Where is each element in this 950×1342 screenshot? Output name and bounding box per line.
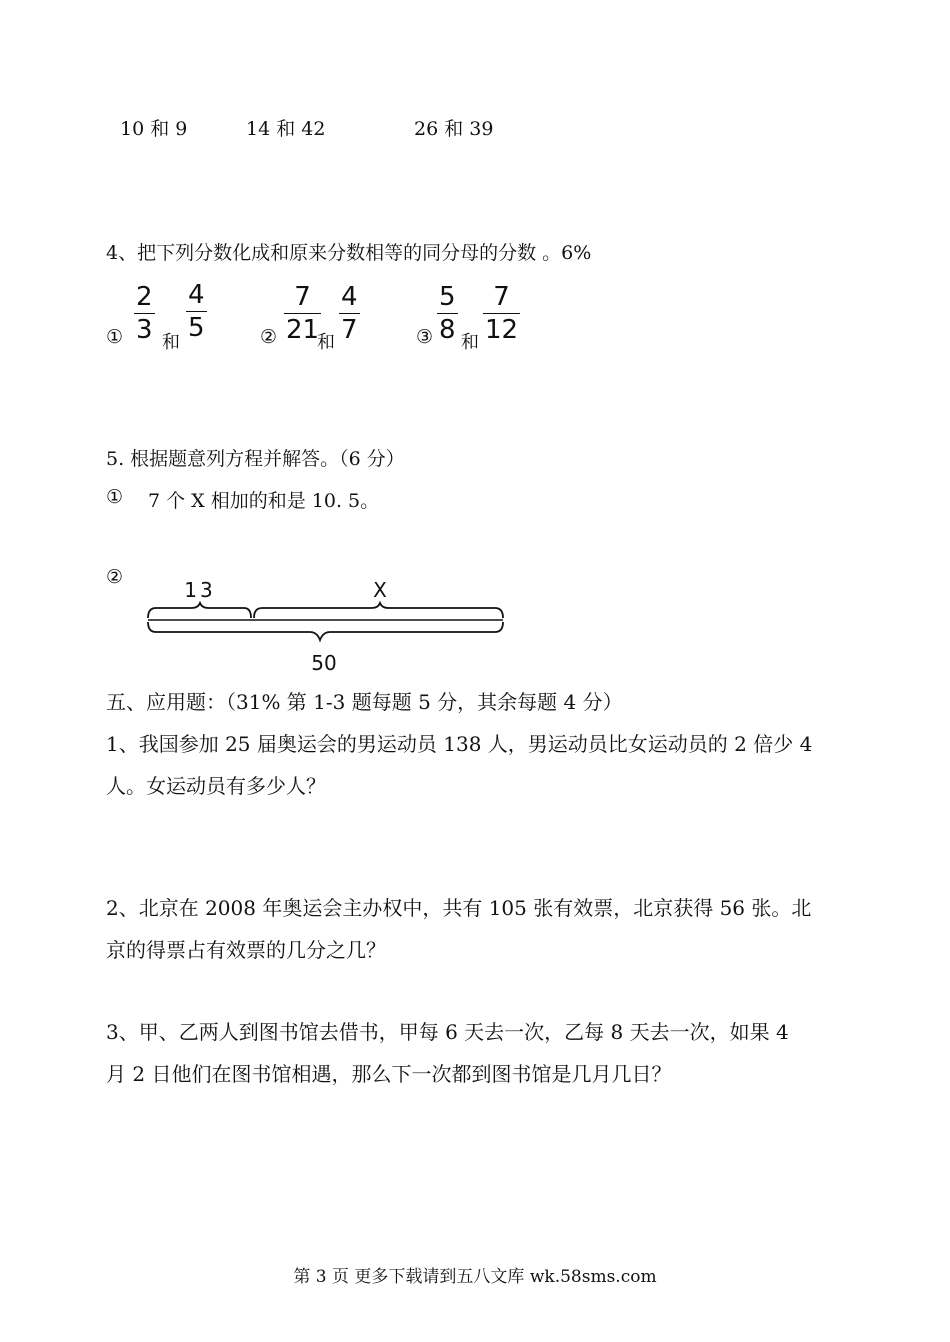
problem3-line1: 3、甲、乙两人到图书馆去借书，甲每 6 天去一次，乙每 8 天去一次，如果 4 bbox=[106, 1020, 789, 1044]
fraction-denominator: 3 bbox=[136, 315, 153, 345]
pair-1: 10 和 9 bbox=[120, 118, 188, 140]
page-footer: 第 3 页 更多下载请到五八文库 wk.58sms.com bbox=[293, 1267, 657, 1287]
brace-top-left bbox=[148, 603, 251, 618]
problem1-line1: 1、我国参加 25 届奥运会的男运动员 138 人，男运动员比女运动员的 2 倍少 4 bbox=[106, 732, 813, 756]
fraction-denominator: 12 bbox=[485, 315, 519, 345]
brace-label-right: X bbox=[373, 578, 387, 602]
fraction-bar bbox=[437, 313, 458, 314]
section5-heading: 五、应用题：（31% 第 1-3 题每题 5 分，其余每题 4 分） bbox=[106, 690, 623, 714]
fraction-denominator: 7 bbox=[341, 315, 358, 345]
problem2-line1: 2、北京在 2008 年奥运会主办权中，共有 105 张有效票，北京获得 56 张。北 bbox=[106, 896, 812, 920]
brace-label-total: 50 bbox=[311, 651, 337, 675]
q5-item1-text: 7 个 X 相加的和是 10. 5。 bbox=[148, 490, 380, 512]
fraction-bar bbox=[134, 313, 155, 314]
q4-joiner-2: 和 bbox=[317, 332, 335, 353]
q5-item1-marker: ① bbox=[106, 486, 124, 508]
q4-joiner-3: 和 bbox=[461, 332, 479, 353]
problem3-line2: 月 2 日他们在图书馆相遇，那么下一次都到图书馆是几月几日？ bbox=[106, 1062, 672, 1086]
fraction-2-3 bbox=[134, 283, 155, 344]
problem2-line2: 京的得票占有效票的几分之几？ bbox=[106, 938, 386, 962]
fraction-bar bbox=[483, 313, 520, 314]
fraction-bar bbox=[339, 313, 360, 314]
q5-item2-marker: ② bbox=[106, 566, 124, 588]
fraction-numerator: 5 bbox=[439, 282, 456, 312]
fraction-denominator: 5 bbox=[188, 313, 205, 343]
pair-3: 26 和 39 bbox=[414, 118, 494, 140]
q4-joiner-1: 和 bbox=[162, 332, 180, 353]
fraction-numerator: 4 bbox=[341, 282, 358, 312]
q4-title: 4、把下列分数化成和原来分数相等的同分母的分数 。6% bbox=[106, 242, 592, 264]
fraction-denominator: 8 bbox=[439, 315, 456, 345]
brace-diagram bbox=[140, 574, 520, 678]
fraction-7-12 bbox=[483, 283, 520, 344]
brace-bottom bbox=[148, 622, 503, 640]
pair-2: 14 和 42 bbox=[246, 118, 326, 140]
fraction-bar bbox=[186, 311, 207, 312]
q4-marker-3: ③ bbox=[416, 326, 434, 348]
problem1-line2: 人。女运动员有多少人？ bbox=[106, 774, 326, 798]
fraction-bar bbox=[284, 313, 321, 314]
brace-top-right bbox=[254, 603, 503, 618]
fraction-4-7 bbox=[339, 283, 360, 344]
fraction-5-8 bbox=[437, 283, 458, 344]
fraction-numerator: 7 bbox=[294, 282, 311, 312]
fraction-numerator: 2 bbox=[136, 282, 153, 312]
q5-title: 5. 根据题意列方程并解答。（6 分） bbox=[106, 448, 405, 470]
q4-marker-2: ② bbox=[260, 326, 278, 348]
q4-marker-1: ① bbox=[106, 326, 124, 348]
fraction-numerator: 4 bbox=[188, 280, 205, 310]
fraction-7-21 bbox=[284, 283, 321, 344]
fraction-denominator: 21 bbox=[286, 315, 320, 345]
fraction-numerator: 7 bbox=[493, 282, 510, 312]
fraction-4-5 bbox=[186, 281, 207, 342]
brace-label-left: 13 bbox=[184, 578, 216, 602]
